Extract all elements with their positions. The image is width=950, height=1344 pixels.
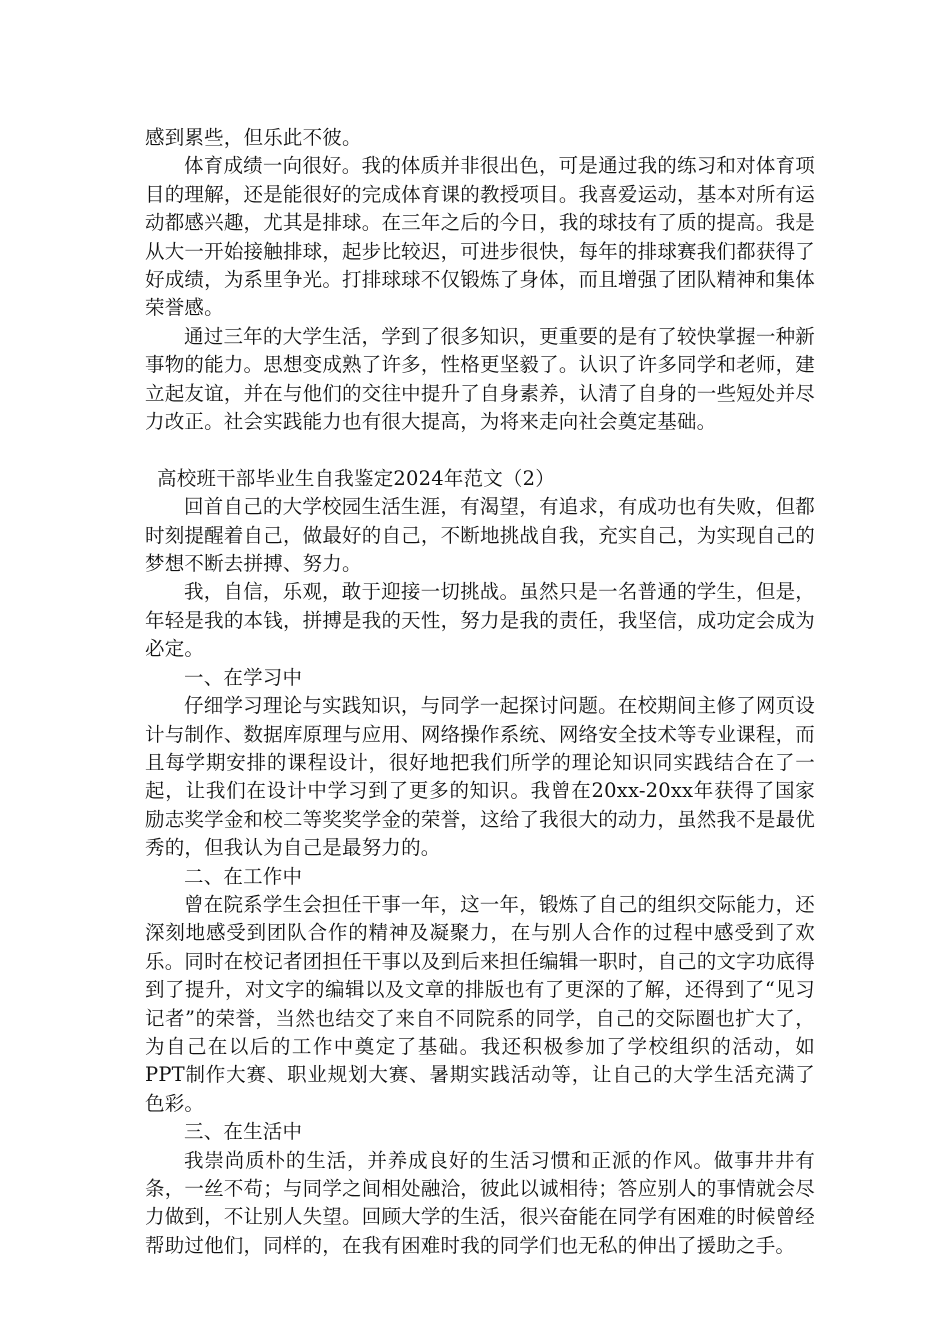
subheading-life: 三、在生活中 bbox=[184, 1120, 303, 1144]
paragraph: 通过三年的大学生活，学到了很多知识，更重要的是有了较快掌握一种新事物的能力。思想变成熟了许多，性格更坚毅了。认识了许多同学和老师，建立起友谊，并在与他们的交往中提升了自身素养，认清了自身的一些短处并尽力改正。社会实践能力也有很大提高，为将来走向社会奠定基础。 bbox=[145, 324, 815, 434]
subheading-work: 二、在工作中 bbox=[184, 864, 303, 888]
paragraph: 感到累些，但乐此不彼。 bbox=[145, 126, 362, 149]
subheading-study: 一、在学习中 bbox=[184, 665, 303, 689]
paragraph: 体育成绩一向很好。我的体质并非很出色，可是通过我的练习和对体育项目的理解，还是能很好的完成体育课的教授项目。我喜爱运动，基本对所有运动都感兴趣，尤其是排球。在三年之后的今日，我的球技有了质的提高。我是从大一开始接触排球，起步比较迟，可进步很快，每年的排球赛我们都获得了好成绩，为系里争光。打排球球不仅锻炼了身体，而且增强了团队精神和集体荣誉感。 bbox=[145, 154, 815, 320]
paragraph: 回首自己的大学校园生活生涯，有渴望，有追求，有成功也有失败，但都时刻提醒着自己，做最好的自己，不断地挑战自我，充实自己，为实现自己的梦想不断去拼搏、努力。 bbox=[145, 495, 815, 576]
paragraph: 我，自信，乐观，敢于迎接一切挑战。虽然只是一名普通的学生，但是，年轻是我的本钱，拼搏是我的天性，努力是我的责任，我坚信，成功定会成为必定。 bbox=[145, 580, 815, 661]
document-body bbox=[145, 124, 815, 1260]
paragraph: 曾在院系学生会担任干事一年，这一年，锻炼了自己的组织交际能力，还深刻地感受到团队合作的精神及凝聚力，在与别人合作的过程中感受到了欢乐。同时在校记者团担任干事以及到后来担任编辑一职时，自己的文字功底得到了提升，对文字的编辑以及文章的排版也有了更深的了解，还得到了“见习记者”的荣誉，当然也结交了来自不同院系的同学，自己的交际圈也扩大了，为自己在以后的工作中奠定了基础。我还积极参加了学校组织的活动，如PPT制作大赛、职业规划大赛、暑期实践活动等，让自己的大学生活充满了色彩。 bbox=[145, 892, 815, 1115]
blank-line bbox=[145, 436, 815, 464]
paragraph: 仔细学习理论与实践知识，与同学一起探讨问题。在校期间主修了网页设计与制作、数据库原理与应用、网络操作系统、网络安全技术等专业课程，而且每学期安排的课程设计，很好地把我们所学的理论知识同实践结合在了一起，让我们在设计中学习到了更多的知识。我曾在20xx-20xx年获得了国家励志奖学金和校二等奖奖学金的荣誉，这给了我很大的动力，虽然我不是最优秀的，但我认为自己是最努力的。 bbox=[145, 694, 815, 860]
paragraph: 我崇尚质朴的生活，并养成良好的生活习惯和正派的作风。做事井井有条，一丝不苟；与同学之间相处融洽，彼此以诚相待；答应别人的事情就会尽力做到，不让别人失望。回顾大学的生活，很兴奋能在同学有困难的时候曾经帮助过他们，同样的，在我有困难时我的同学们也无私的伸出了援助之手。 bbox=[145, 1148, 815, 1257]
section-title: 高校班干部毕业生自我鉴定2024年范文（2） bbox=[157, 466, 555, 490]
